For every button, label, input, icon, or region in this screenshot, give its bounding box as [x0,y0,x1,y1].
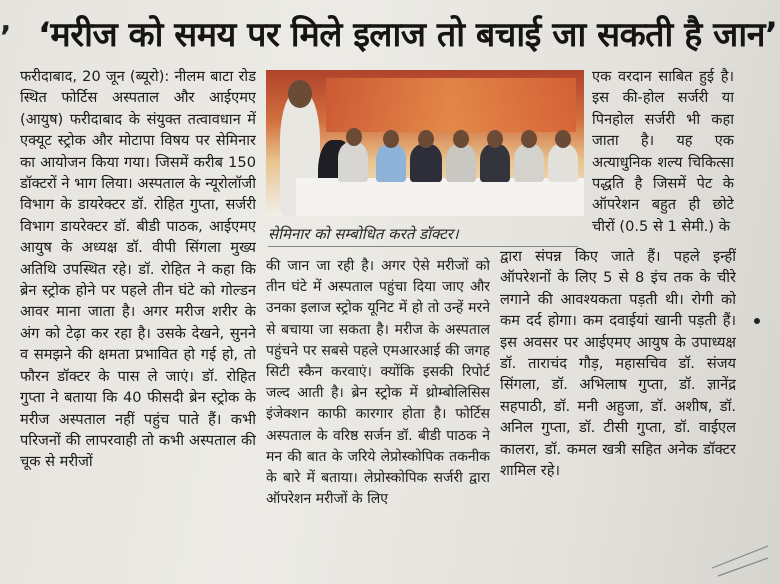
pen-mark-decoration [710,538,770,578]
photo-person-head [418,130,434,148]
photo-speaker-head [288,80,312,108]
photo-person [338,142,368,182]
photo-person-head [383,130,399,148]
photo-caption: सेमिनार को सम्बोधित करते डॉक्टर। [268,222,578,247]
photo-person-head [487,130,503,148]
seminar-photo [266,70,584,216]
photo-banner [326,78,576,132]
headline: ‘मरीज को समय पर मिले इलाज तो बचाई जा सकती है जान’ [38,15,778,55]
photo-person [548,144,578,182]
article-text-3: एक वरदान साबित हुई है। इस की-होल सर्जरी या पिनहोल सर्जरी भी कहा जाता है। यह एक अत्याधुनिक शल्य चिकित्सा पद्धति है जिसमें पेट के ऑपरेशन बहुत ही छोटे चीरों (0.5 से 1 सेमी.) के [592,68,734,234]
photo-person [446,144,476,182]
article-text-4: द्वारा संपन्न किए जाते हैं। पहले इन्हीं ऑपरेशनों के लिए 5 से 8 इंच तक के चीरे लगाने की आवश्यकता पड़ती थी। रोगी को कम दर्द होगा। कम दवाईयां खानी पड़ती हैं। इस अवसर पर आईएमए आयुष के उपाध्यक्ष डॉ. ताराचंद गौड़, महासचिव डॉ. संजय सिंगला, डॉ. अभिलाष गुप्ता, डॉ. ज्ञानेंद्र सहपाठी, डॉ. मनी अहुजा, डॉ. अशीष, डॉ. अनिल गुप्ता, डॉ. टीसी गुप्ता, डॉ. वाईएल कालरा, डॉ. कमल खत्री सहित अनेक डॉक्टर शामिल रहे। [500,248,736,480]
article-column-2 [266,256,490,556]
article-text-1: फरीदाबाद, 20 जून (ब्यूरो): नीलम बाटा रोड स्थित फोर्टिस अस्पताल और आईएमए (आयुष) फरीदाबाद के संयुक्त तत्वावधान में एक्यूट स्ट्रोक और मोटापा विषय पर सेमिनार का आयोजन किया गया। जिसमें करीब 150 डॉक्टरों ने भाग लिया। अस्पताल के न्यूरोलॉजी विभाग के डायरेक्टर डॉ. रोहित गुप्ता, सर्जरी विभाग डायरेक्टर डॉ. बीडी पाठक, आईएमए आयुष के अध्यक्ष डॉ. वीपी सिंगला मुख्य अतिथि उपस्थित रहे। डॉ. रोहित ने कहा कि ब्रेन स्ट्रोक होने पर पहले तीन घंटे को गोल्डन आवर माना जाता है। अगर मरीज शरीर के अंग को टेढ़ा कर रहा है। उसके देखने, सुनने व समझने की क्षमता प्रभावित हो गई हो, तो फौरन डॉक्टर के पास ले जाएं। डॉ. रोहित गुप्ता ने बताया कि 40 फीसदी ब्रेन स्ट्रोक के मरीज अस्पताल नहीं पहुंच पाते हैं। कभी परिजनों की लापरवाही तो कभी अस्पताल की चूक से मरीजों [20,68,256,471]
photo-table [296,178,584,216]
article-column-1 [20,66,256,554]
margin-dot [754,318,760,324]
photo-person [410,144,442,182]
photo-person-head [453,130,469,148]
photo-person [376,144,406,182]
photo-person-head [346,128,362,146]
article-column-3-bottom [500,246,736,546]
photo-person [480,144,510,182]
photo-person [514,144,544,182]
article-column-3-top [592,66,734,234]
photo-person-head [555,130,571,148]
photo-person-head [521,130,537,148]
article-text-2: की जान जा रही है। अगर ऐसे मरीजों को तीन घंटे में अस्पताल पहुंचा दिया जाए और उनका इलाज स्ट्रोक यूनिट में हो तो उन्हें मरने से बचाया जा सकता है। मरीज के अस्पताल पहुंचने पर सबसे पहले एमआरआई की जगह सिटी स्कैन करवाएं। क्योंकि इसकी रिपोर्ट जल्द आती है। ब्रेन स्ट्रोक में थ्रोम्बोलिसिस इंजेक्शन काफी कारगार होता है। फोर्टिस अस्पताल के वरिष्ठ सर्जन डॉ. बीडी पाठक ने मन की बात के जरिये लेप्रोस्कोपिक तकनीक के बारे में बताया। लेप्रोस्कोपिक सर्जरी द्वारा ऑपरेशन मरीजों के लिए [266,258,490,508]
edge-quote-mark: ʼ [0,20,12,55]
